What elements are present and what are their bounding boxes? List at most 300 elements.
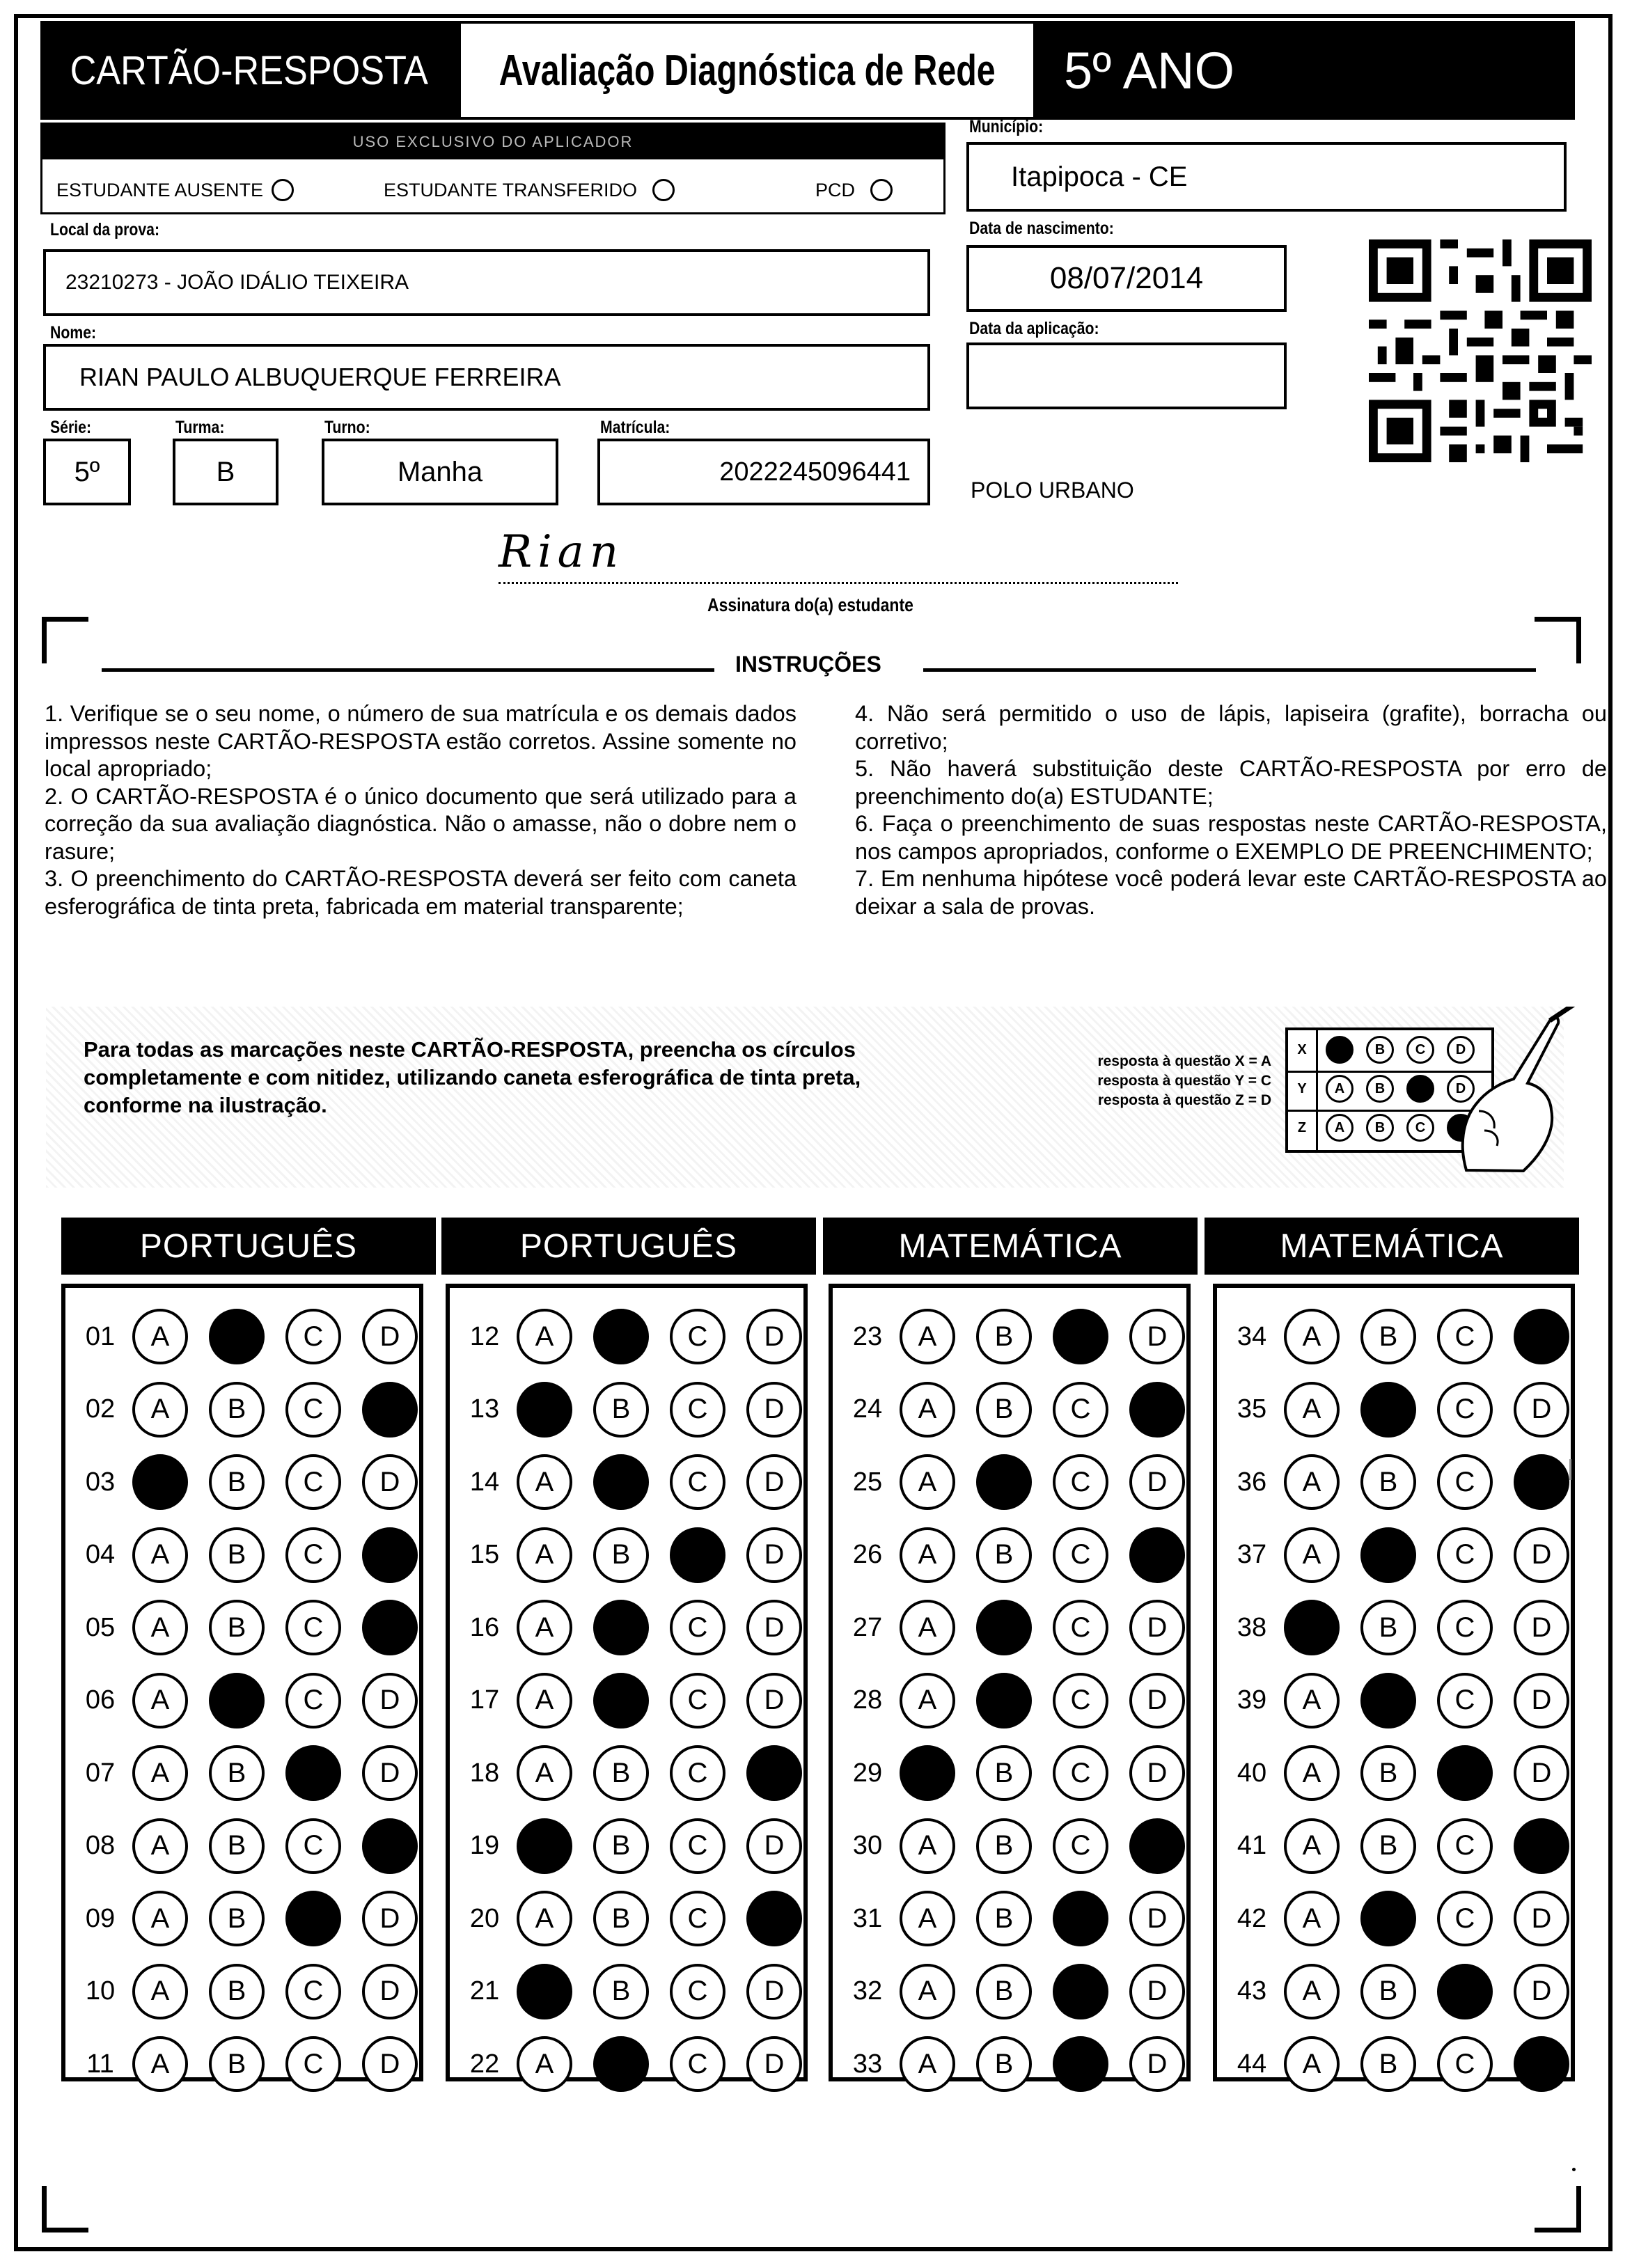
answer-bubble-c[interactable]: C <box>285 2036 341 2092</box>
question-row <box>833 1891 1186 1946</box>
example-bubble-c: C <box>1406 1114 1434 1142</box>
transferred-option[interactable] <box>384 179 675 201</box>
answer-bubble-c[interactable]: C <box>670 1309 725 1364</box>
subject-header: MATEMÁTICA <box>823 1218 1198 1275</box>
question-number: 42 <box>1237 1903 1267 1933</box>
example-row-label: X <box>1297 1041 1307 1057</box>
answer-bubble-b[interactable] <box>593 2036 649 2092</box>
sample-legend-item: resposta à questão Y = C <box>1097 1073 1271 1089</box>
question-number: 34 <box>1237 1321 1267 1351</box>
answer-bubble-c[interactable] <box>1437 1964 1493 2019</box>
municipio-value: Itapipoca - CE <box>1011 161 1188 192</box>
answer-bubble-a[interactable]: A <box>517 1527 572 1583</box>
answer-bubble-b[interactable]: B <box>209 1382 265 1438</box>
answer-bubble-a[interactable] <box>517 1964 572 2019</box>
question-row <box>65 1891 419 1946</box>
answer-bubble-d[interactable]: D <box>1514 1600 1569 1655</box>
answer-bubble-a[interactable]: A <box>517 1309 572 1364</box>
answer-bubble-c[interactable]: C <box>670 1891 725 1946</box>
question-number: 14 <box>469 1467 500 1497</box>
answer-bubble-a[interactable]: A <box>1284 1673 1340 1728</box>
corner-mark-bottom-right <box>1535 2186 1581 2232</box>
local-label: Local da prova: <box>50 220 160 239</box>
answer-bubble-d[interactable]: D <box>362 1673 418 1728</box>
answer-bubble-c[interactable]: C <box>1437 1454 1493 1510</box>
question-row <box>1217 1745 1571 1801</box>
example-bubble-b: B <box>1366 1114 1394 1142</box>
answer-bubble-d[interactable]: D <box>1129 1745 1185 1801</box>
polo-label: POLO URBANO <box>971 478 1134 503</box>
answer-bubble-a[interactable]: A <box>900 1673 955 1728</box>
answer-bubble-a[interactable]: A <box>1284 1454 1340 1510</box>
question-row <box>450 1600 803 1655</box>
exam-title <box>458 21 1036 120</box>
answer-bubble-a[interactable]: A <box>1284 2036 1340 2092</box>
answer-bubble-c[interactable]: C <box>1437 2036 1493 2092</box>
question-row <box>833 1745 1186 1801</box>
answer-bubble-d[interactable]: D <box>362 1891 418 1946</box>
answer-bubble-d[interactable]: D <box>746 1964 802 2019</box>
example-bubble-b: B <box>1366 1036 1394 1064</box>
answer-bubble-a[interactable]: A <box>132 1600 188 1655</box>
answer-bubble-a[interactable]: A <box>1284 1964 1340 2019</box>
answer-bubble-b[interactable] <box>1360 1673 1416 1728</box>
answer-bubble-c[interactable]: C <box>1053 1673 1108 1728</box>
answer-block-portugues-1 <box>61 1284 423 2081</box>
answer-bubble-d[interactable]: D <box>362 1309 418 1364</box>
answer-bubble-b[interactable]: B <box>1360 1745 1416 1801</box>
answer-bubble-d[interactable]: D <box>362 1745 418 1801</box>
answer-bubble-a[interactable]: A <box>132 1527 188 1583</box>
question-row <box>65 1527 419 1583</box>
answer-bubble-b[interactable]: B <box>1360 1964 1416 2019</box>
nascimento-value: 08/07/2014 <box>1049 261 1204 295</box>
answer-bubble-a[interactable] <box>517 1382 572 1438</box>
answer-bubble-d[interactable]: D <box>1129 1600 1185 1655</box>
answer-bubble-a[interactable]: A <box>900 1454 955 1510</box>
answer-bubble-d[interactable]: D <box>1514 1673 1569 1728</box>
answer-bubble-b[interactable]: B <box>209 1745 265 1801</box>
question-number: 15 <box>469 1540 500 1569</box>
question-row <box>450 2036 803 2092</box>
scan-artifact <box>1572 2168 1576 2171</box>
aplicacao-field[interactable] <box>966 342 1287 409</box>
answer-bubble-a[interactable]: A <box>900 2036 955 2092</box>
answer-bubble-b[interactable] <box>976 1454 1032 1510</box>
sheet-title <box>40 21 458 120</box>
answer-bubble-d[interactable]: D <box>1129 2036 1185 2092</box>
answer-bubble-c[interactable]: C <box>1437 1309 1493 1364</box>
answer-bubble-d[interactable] <box>1514 1818 1569 1874</box>
matricula-label: Matrícula: <box>600 418 670 437</box>
sample-legend-item: resposta à questão Z = D <box>1097 1092 1271 1108</box>
question-number: 31 <box>852 1903 883 1933</box>
answer-bubble-b[interactable]: B <box>1360 1818 1416 1874</box>
answer-bubble-a[interactable]: A <box>1284 1309 1340 1364</box>
question-row <box>450 1527 803 1583</box>
instruction-item: 5. Não haverá substituição deste CARTÃO-RESPOSTA por erro de preenchimento do(a) ESTUDANTE; <box>855 756 1607 809</box>
nome-field <box>43 344 930 411</box>
answer-bubble-b[interactable] <box>1360 1891 1416 1946</box>
answer-bubble-a[interactable]: A <box>900 1382 955 1438</box>
example-bubble-a <box>1326 1036 1354 1064</box>
answer-bubble-d[interactable]: D <box>1514 1745 1569 1801</box>
answer-bubble-c[interactable] <box>670 1527 725 1583</box>
example-row-label: Y <box>1297 1080 1307 1096</box>
sample-legend-item: resposta à questão X = A <box>1097 1053 1271 1069</box>
turma-field <box>173 439 278 505</box>
answer-bubble-b[interactable] <box>593 1309 649 1364</box>
answer-bubble-c[interactable] <box>285 1891 341 1946</box>
answer-bubble-c[interactable]: C <box>670 1600 725 1655</box>
question-row <box>833 1600 1186 1655</box>
answer-bubble-a[interactable] <box>132 1454 188 1510</box>
answer-bubble-c[interactable] <box>1053 1964 1108 2019</box>
answer-bubble-d[interactable] <box>362 1818 418 1874</box>
answer-bubble-b[interactable]: B <box>209 1818 265 1874</box>
matricula-field <box>597 439 930 505</box>
answer-bubble-a[interactable]: A <box>132 1891 188 1946</box>
answer-bubble-c[interactable]: C <box>670 1454 725 1510</box>
question-row <box>1217 1891 1571 1946</box>
answer-bubble-d[interactable] <box>362 1382 418 1438</box>
answer-bubble-d[interactable]: D <box>1129 1891 1185 1946</box>
answer-bubble-a[interactable]: A <box>517 1600 572 1655</box>
question-number: 29 <box>852 1758 883 1788</box>
answer-bubble-d[interactable]: D <box>1514 1891 1569 1946</box>
answer-bubble-b[interactable]: B <box>1360 1309 1416 1364</box>
answer-bubble-a[interactable]: A <box>132 1818 188 1874</box>
answer-bubble-c[interactable] <box>1437 1745 1493 1801</box>
answer-bubble-b[interactable]: B <box>976 1891 1032 1946</box>
question-number: 19 <box>469 1831 500 1860</box>
answer-bubble-a[interactable]: A <box>900 1309 955 1364</box>
aplicacao-label: Data da aplicação: <box>969 319 1099 338</box>
answer-bubble-b[interactable] <box>1360 1527 1416 1583</box>
answer-bubble-c[interactable]: C <box>1437 1818 1493 1874</box>
question-row <box>65 1600 419 1655</box>
instruction-item: 3. O preenchimento do CARTÃO-RESPOSTA deverá ser feito com caneta esferográfica de tinta preta, fabricada em material transparente; <box>45 866 797 919</box>
sample-legend <box>965 1050 1271 1112</box>
answer-bubble-a[interactable]: A <box>900 1818 955 1874</box>
answer-bubble-d[interactable]: D <box>1514 1964 1569 2019</box>
answer-bubble-d[interactable] <box>746 1745 802 1801</box>
question-number: 21 <box>469 1976 500 2006</box>
answer-bubble-c[interactable]: C <box>1437 1527 1493 1583</box>
answer-bubble-b[interactable]: B <box>593 1527 649 1583</box>
answer-bubble-d[interactable]: D <box>1129 1454 1185 1510</box>
sample-instruction: Para todas as marcações neste CARTÃO-RESPOSTA, preencha os círculos completamente e com nitidez, utilizando caneta esferográfica de tinta preta, conforme na ilustração. <box>84 1037 861 1117</box>
answer-bubble-d[interactable] <box>362 1600 418 1655</box>
question-number: 26 <box>852 1540 883 1569</box>
answer-bubble-b[interactable] <box>593 1454 649 1510</box>
answer-bubble-b[interactable]: B <box>593 1745 649 1801</box>
answer-bubble-d[interactable]: D <box>746 1382 802 1438</box>
answer-bubble-b[interactable]: B <box>1360 2036 1416 2092</box>
answer-bubble-a[interactable]: A <box>517 1673 572 1728</box>
applicator-title-text: USO EXCLUSIVO DO APLICADOR <box>352 133 634 150</box>
answer-bubble-a[interactable]: A <box>132 2036 188 2092</box>
answer-bubble-a[interactable]: A <box>900 1600 955 1655</box>
answer-bubble-b[interactable]: B <box>593 1964 649 2019</box>
absent-option[interactable] <box>56 179 294 201</box>
answer-bubble-b[interactable]: B <box>593 1891 649 1946</box>
answer-bubble-b[interactable]: B <box>209 1454 265 1510</box>
answer-bubble-c[interactable]: C <box>1053 1527 1108 1583</box>
answer-bubble-b[interactable]: B <box>209 1964 265 2019</box>
answer-bubble-c[interactable]: C <box>1437 1382 1493 1438</box>
instruction-item: 6. Faça o preenchimento de suas respostas neste CARTÃO-RESPOSTA, nos campos apropriados, conforme o EXEMPLO DE PREENCHIMENTO; <box>855 811 1607 864</box>
question-row <box>65 1673 419 1728</box>
answer-bubble-a[interactable]: A <box>900 1964 955 2019</box>
answer-bubble-b[interactable]: B <box>1360 1454 1416 1510</box>
answer-bubble-b[interactable]: B <box>976 2036 1032 2092</box>
question-number: 36 <box>1237 1467 1267 1497</box>
scan-artifact <box>1569 1459 1571 1480</box>
answer-bubble-a[interactable] <box>900 1745 955 1801</box>
question-number: 09 <box>85 1903 116 1933</box>
question-row <box>1217 1454 1571 1510</box>
answer-bubble-c[interactable] <box>1053 2036 1108 2092</box>
question-row <box>1217 1600 1571 1655</box>
answer-bubble-d[interactable]: D <box>1514 1382 1569 1438</box>
local-field <box>43 249 930 316</box>
answer-bubble-a[interactable]: A <box>1284 1745 1340 1801</box>
answer-bubble-d[interactable]: D <box>1514 1527 1569 1583</box>
answer-bubble-d[interactable]: D <box>1129 1964 1185 2019</box>
nome-label: Nome: <box>50 323 97 342</box>
answer-bubble-b[interactable]: B <box>976 1964 1032 2019</box>
question-row <box>833 2036 1186 2092</box>
answer-bubble-a[interactable]: A <box>1284 1527 1340 1583</box>
answer-bubble-d[interactable]: D <box>746 1309 802 1364</box>
answer-bubble-c[interactable]: C <box>670 1745 725 1801</box>
answer-bubble-a[interactable]: A <box>517 1454 572 1510</box>
answer-bubble-c[interactable]: C <box>1053 1454 1108 1510</box>
applicator-title <box>42 125 943 159</box>
example-bubble-a: A <box>1326 1075 1354 1103</box>
subject-header: PORTUGUÊS <box>61 1218 436 1275</box>
question-row <box>450 1309 803 1364</box>
answer-block-matematica-1 <box>829 1284 1191 2081</box>
answer-bubble-d[interactable] <box>1129 1382 1185 1438</box>
answer-bubble-d[interactable]: D <box>1129 1673 1185 1728</box>
question-number: 22 <box>469 2049 500 2079</box>
hand-with-pen-icon <box>1445 1007 1585 1188</box>
answer-bubble-c[interactable]: C <box>670 1673 725 1728</box>
serie-value: 5º <box>74 456 100 487</box>
answer-bubble-d[interactable]: D <box>746 1527 802 1583</box>
answer-bubble-a[interactable]: A <box>1284 1818 1340 1874</box>
transferred-label: ESTUDANTE TRANSFERIDO <box>384 179 638 200</box>
question-row <box>65 1382 419 1438</box>
answer-bubble-c[interactable]: C <box>1437 1600 1493 1655</box>
question-number: 37 <box>1237 1540 1267 1569</box>
question-row <box>833 1309 1186 1364</box>
corner-mark-bottom-left <box>42 2186 88 2232</box>
question-row <box>1217 1309 1571 1364</box>
answer-bubble-b[interactable]: B <box>976 1818 1032 1874</box>
answer-bubble-c[interactable]: C <box>670 2036 725 2092</box>
answer-bubble-a[interactable]: A <box>900 1891 955 1946</box>
answer-bubble-c[interactable]: C <box>285 1818 341 1874</box>
answer-bubble-d[interactable] <box>362 1527 418 1583</box>
nascimento-field <box>966 245 1287 312</box>
transferred-checkbox[interactable] <box>652 179 675 201</box>
answer-bubble-d[interactable] <box>1129 1818 1185 1874</box>
question-number: 35 <box>1237 1394 1267 1424</box>
subject-header: MATEMÁTICA <box>1205 1218 1579 1275</box>
answer-bubble-d[interactable]: D <box>746 1454 802 1510</box>
question-number: 44 <box>1237 2049 1267 2079</box>
answer-bubble-d[interactable]: D <box>746 1600 802 1655</box>
question-row <box>450 1382 803 1438</box>
answer-bubble-c[interactable] <box>1053 1891 1108 1946</box>
answer-bubble-a[interactable] <box>1284 1600 1340 1655</box>
turno-field <box>322 439 558 505</box>
answer-bubble-d[interactable]: D <box>362 1964 418 2019</box>
question-number: 18 <box>469 1758 500 1788</box>
answer-bubble-c[interactable]: C <box>1053 1818 1108 1874</box>
question-row <box>1217 2036 1571 2092</box>
answer-bubble-c[interactable]: C <box>1053 1600 1108 1655</box>
question-number: 41 <box>1237 1831 1267 1860</box>
answer-sheet <box>14 14 1613 2251</box>
question-number: 43 <box>1237 1976 1267 2006</box>
answer-bubble-c[interactable]: C <box>1437 1673 1493 1728</box>
answer-bubble-a[interactable]: A <box>517 1745 572 1801</box>
answer-bubble-d[interactable] <box>1514 1454 1569 1510</box>
question-number: 20 <box>469 1903 500 1933</box>
pcd-option[interactable] <box>815 179 893 201</box>
answer-bubble-d[interactable] <box>1129 1527 1185 1583</box>
answer-bubble-c[interactable]: C <box>285 1382 341 1438</box>
answer-bubble-b[interactable]: B <box>209 1527 265 1583</box>
answer-bubble-d[interactable] <box>746 1891 802 1946</box>
question-number: 08 <box>85 1831 116 1860</box>
answer-bubble-c[interactable] <box>285 1745 341 1801</box>
answer-bubble-c[interactable]: C <box>285 1454 341 1510</box>
instruction-item: 4. Não será permitido o uso de lápis, lapiseira (grafite), borracha ou corretivo; <box>855 701 1607 754</box>
question-number: 02 <box>85 1394 116 1424</box>
question-number: 06 <box>85 1685 116 1715</box>
answer-bubble-b[interactable]: B <box>209 1891 265 1946</box>
answer-bubble-b[interactable]: B <box>976 1527 1032 1583</box>
question-row <box>65 1309 419 1364</box>
answer-bubble-d[interactable]: D <box>746 2036 802 2092</box>
answer-bubble-a[interactable]: A <box>132 1673 188 1728</box>
answer-bubble-b[interactable] <box>976 1600 1032 1655</box>
question-row <box>450 1964 803 2019</box>
question-number: 28 <box>852 1685 883 1715</box>
question-number: 16 <box>469 1612 500 1642</box>
answer-bubble-c[interactable]: C <box>670 1382 725 1438</box>
example-bubble-d: D <box>1447 1036 1475 1064</box>
instruction-item: 2. O CARTÃO-RESPOSTA é o único documento que será utilizado para a correção da sua avaliação diagnóstica. Não o amasse, não o dobre nem o rasure; <box>45 783 797 864</box>
answer-bubble-a[interactable]: A <box>1284 1891 1340 1946</box>
question-row <box>1217 1382 1571 1438</box>
answer-bubble-b[interactable] <box>593 1673 649 1728</box>
answer-bubble-b[interactable]: B <box>593 1818 649 1874</box>
answer-bubble-b[interactable]: B <box>209 1600 265 1655</box>
question-row <box>1217 1527 1571 1583</box>
answer-bubble-a[interactable]: A <box>132 1745 188 1801</box>
answer-bubble-a[interactable]: A <box>1284 1382 1340 1438</box>
answer-bubble-a[interactable]: A <box>517 1891 572 1946</box>
answer-bubble-a[interactable]: A <box>132 1382 188 1438</box>
answer-bubble-c[interactable]: C <box>285 1600 341 1655</box>
answer-bubble-a[interactable]: A <box>900 1527 955 1583</box>
answer-bubble-b[interactable]: B <box>1360 1600 1416 1655</box>
question-number: 01 <box>85 1321 116 1351</box>
answer-block-matematica-2 <box>1213 1284 1575 2081</box>
question-row <box>450 1891 803 1946</box>
answer-bubble-d[interactable]: D <box>1129 1309 1185 1364</box>
answer-bubble-a[interactable]: A <box>132 1309 188 1364</box>
answer-bubble-d[interactable]: D <box>362 1454 418 1510</box>
municipio-label: Município: <box>969 117 1044 136</box>
answer-bubble-c[interactable]: C <box>670 1964 725 2019</box>
corner-mark-top-left <box>42 617 88 663</box>
answer-bubble-c[interactable]: C <box>670 1818 725 1874</box>
answer-bubble-a[interactable]: A <box>132 1964 188 2019</box>
question-number: 38 <box>1237 1612 1267 1642</box>
question-row <box>450 1745 803 1801</box>
question-number: 32 <box>852 1976 883 2006</box>
answer-bubble-b[interactable]: B <box>209 2036 265 2092</box>
question-number: 10 <box>85 1976 116 2006</box>
answer-bubble-c[interactable]: C <box>1053 1745 1108 1801</box>
answer-bubble-a[interactable]: A <box>517 2036 572 2092</box>
question-row <box>65 1745 419 1801</box>
answer-bubble-b[interactable] <box>976 1673 1032 1728</box>
question-number: 23 <box>852 1321 883 1351</box>
answer-bubble-b[interactable] <box>593 1600 649 1655</box>
answer-bubble-d[interactable]: D <box>746 1818 802 1874</box>
answer-bubble-d[interactable] <box>1514 2036 1569 2092</box>
sheet-title-text: CARTÃO-RESPOSTA <box>70 47 429 93</box>
answer-bubble-d[interactable] <box>1514 1309 1569 1364</box>
answer-bubble-b[interactable] <box>209 1673 265 1728</box>
question-row <box>65 1964 419 2019</box>
answer-bubble-d[interactable]: D <box>362 2036 418 2092</box>
absent-checkbox[interactable] <box>272 179 294 201</box>
answer-bubble-c[interactable]: C <box>285 1964 341 2019</box>
answer-bubble-b[interactable]: B <box>593 1382 649 1438</box>
answer-block-portugues-2 <box>446 1284 808 2081</box>
answer-bubble-c[interactable]: C <box>285 1673 341 1728</box>
question-number: 12 <box>469 1321 500 1351</box>
question-row <box>1217 1964 1571 2019</box>
answer-bubble-c[interactable]: C <box>285 1527 341 1583</box>
answer-bubble-b[interactable]: B <box>976 1309 1032 1364</box>
pcd-checkbox[interactable] <box>870 179 893 201</box>
answer-bubble-c[interactable]: C <box>1437 1891 1493 1946</box>
answer-bubble-b[interactable]: B <box>976 1745 1032 1801</box>
answer-bubble-b[interactable]: B <box>976 1382 1032 1438</box>
answer-bubble-b[interactable] <box>209 1309 265 1364</box>
answer-bubble-c[interactable] <box>1053 1309 1108 1364</box>
answer-bubble-b[interactable] <box>1360 1382 1416 1438</box>
answer-bubble-d[interactable]: D <box>746 1673 802 1728</box>
corner-mark-top-right <box>1535 617 1581 663</box>
instructions-divider-right <box>923 668 1536 672</box>
answer-bubble-a[interactable] <box>517 1818 572 1874</box>
pcd-label: PCD <box>815 179 856 200</box>
answer-bubble-c[interactable]: C <box>1053 1382 1108 1438</box>
answer-bubble-c[interactable]: C <box>285 1309 341 1364</box>
question-row <box>833 1818 1186 1874</box>
